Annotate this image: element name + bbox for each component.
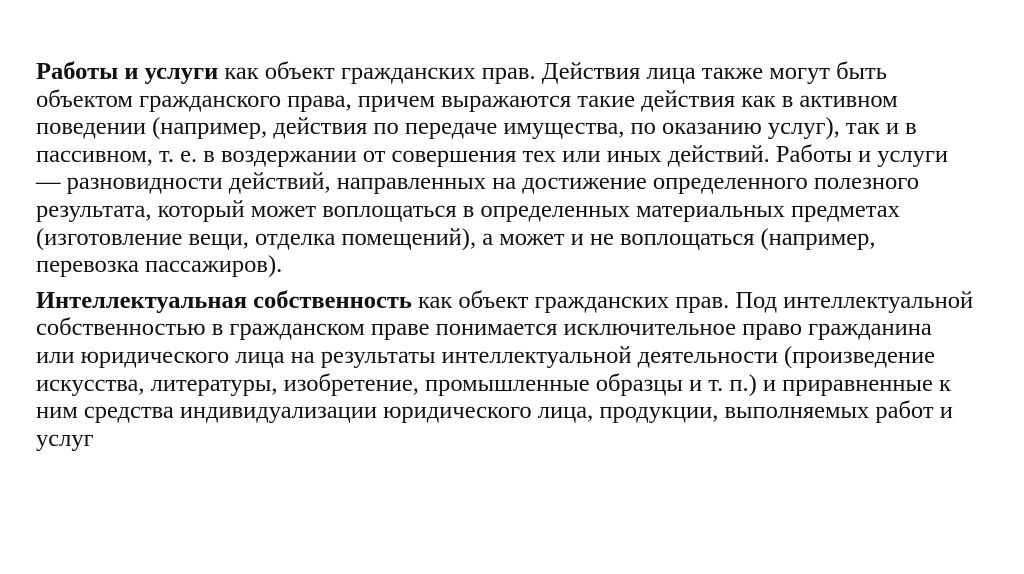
- paragraph-term: Интеллектуальная собственность: [36, 286, 412, 314]
- paragraph-works-and-services: [36, 58, 976, 279]
- paragraph-intellectual-property: [36, 287, 976, 453]
- paragraph-term: Работы и услуги: [36, 58, 219, 85]
- slide-text-body: [36, 58, 976, 452]
- paragraph-text: как объект гражданских прав. Действия лица также могут быть объектом гражданского права, причем выражаются такие действия как в активном поведении (например, действия по передаче имущества, по оказанию услуг), так и в пассивном, т. е. в воздержании от совершения тех или иных действий. Работы и услуги — разновидности действий, направленных на достижение определенного полезного результата, который может воплощаться в определенных материальных предметах (изготовление вещи, отделка помещений), а может и не воплощаться (например, перевозка пассажиров).: [36, 58, 949, 279]
- paragraph-text: как объект гражданских прав. Под интеллектуальной собственностью в гражданском праве понимается исключительное право гражданина или юридического лица на результаты интеллектуальной деятельности (произведение искусства, литературы, изобретение, промышленные образцы и т. п.) и приравненные к ним средства индивидуализации юридического лица, продукции, выполняемых работ и услуг: [36, 286, 974, 452]
